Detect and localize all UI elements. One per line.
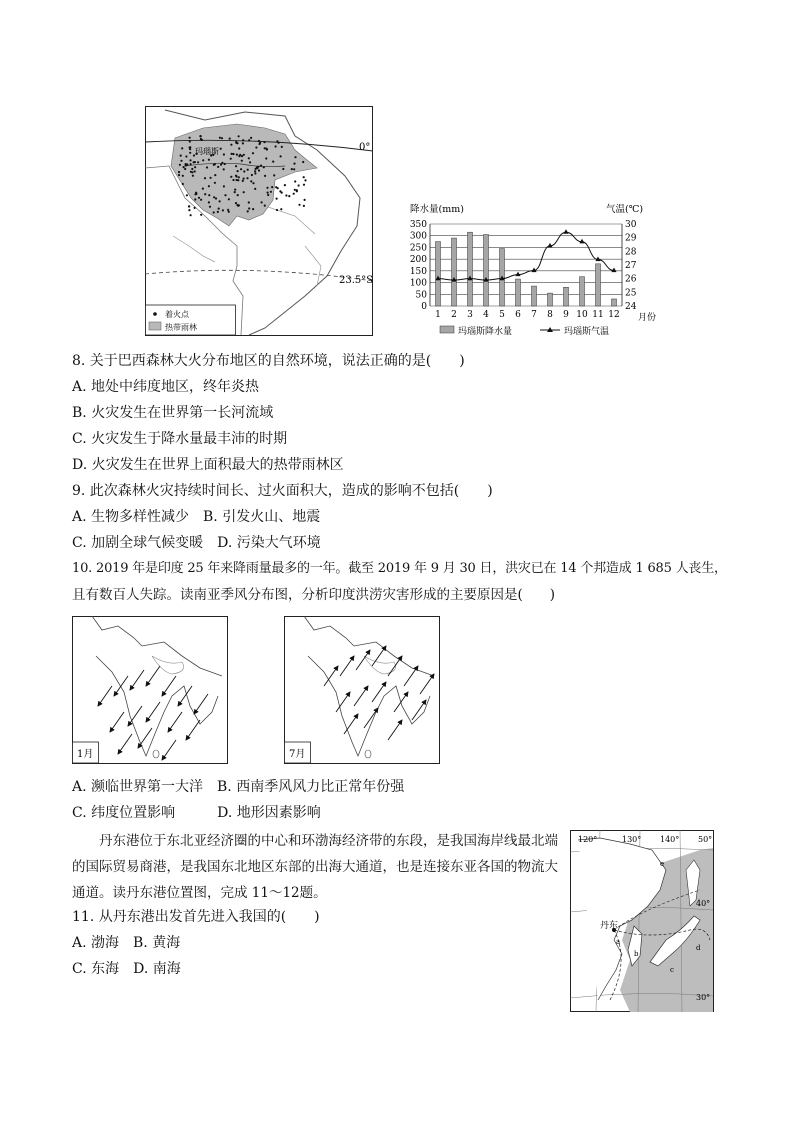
fire-dot [195, 192, 197, 194]
fire-dot [248, 157, 250, 159]
legend-forest-label: 热带雨林 [165, 323, 197, 332]
precip-tick-label: 150 [409, 266, 427, 277]
fire-dot [250, 137, 252, 139]
fire-dot [190, 214, 192, 216]
fire-dot [234, 191, 236, 193]
fire-dot [254, 172, 256, 174]
fire-dot [193, 161, 195, 163]
month-tick-label: 2 [451, 310, 457, 320]
fire-dot [192, 175, 194, 177]
month-tick-label: 7 [531, 310, 537, 320]
fire-dot [238, 135, 240, 137]
fire-dot [288, 195, 290, 197]
fire-dot [248, 207, 250, 209]
fire-dot [242, 139, 244, 141]
month-axis-label: 月份 [638, 313, 657, 323]
fire-dot [284, 184, 286, 186]
month-tick-label: 10 [576, 310, 588, 320]
fire-dot [183, 166, 185, 168]
dandong-location-map [570, 830, 714, 1012]
fire-dot [230, 158, 232, 160]
lat-label-50: 50° [698, 835, 713, 844]
month-tick-label: 4 [483, 310, 489, 320]
fire-dot [235, 142, 237, 144]
fire-dot [258, 143, 260, 145]
fire-dot [302, 161, 304, 163]
precip-legend-swatch-icon [440, 326, 454, 333]
monsoon-map-july [284, 616, 440, 764]
fire-dot [189, 159, 191, 161]
precip-bar [532, 286, 537, 306]
temp-tick-label: 29 [625, 233, 637, 244]
fire-dot [271, 186, 273, 188]
fire-dot [238, 176, 240, 178]
fire-dot [200, 214, 202, 216]
fire-dot [210, 177, 212, 179]
q11-options-row2: C. 东海 D. 南海 [72, 961, 181, 977]
fire-dot [220, 148, 222, 150]
fire-dot [303, 184, 305, 186]
fire-dot [266, 148, 268, 150]
fire-dot [235, 175, 237, 177]
fire-dot [180, 160, 182, 162]
fire-dot [178, 171, 180, 173]
q8-stem: 8. 关于巴西森林大火分布地区的自然环境，说法正确的是( ) [72, 353, 465, 369]
q8-option-c: C. 火灾发生于降水量最丰沛的时期 [72, 431, 288, 447]
fire-dot [206, 166, 208, 168]
precip-tick-label: 100 [409, 278, 427, 289]
temp-tick-label: 30 [625, 220, 637, 230]
temp-tick-label: 26 [625, 274, 637, 285]
fire-dot [232, 153, 234, 155]
fire-dot [258, 169, 260, 171]
fire-dot [264, 147, 266, 149]
fire-dot [198, 197, 200, 199]
fire-dot [285, 194, 287, 196]
fire-dot [222, 209, 224, 211]
lat-label-30: 30° [696, 993, 711, 1002]
month-tick-label: 1 [435, 310, 441, 320]
fire-dot [241, 160, 243, 162]
month-tick-label: 12 [608, 310, 620, 320]
lon-label-120: 120° [578, 835, 598, 844]
fire-dot [209, 206, 211, 208]
fire-dot [189, 152, 191, 154]
month-tick-label: 8 [547, 310, 553, 320]
fire-dot [190, 163, 192, 165]
fire-dot [303, 176, 305, 178]
fire-dot [260, 165, 262, 167]
fire-dot [281, 146, 283, 148]
fire-dot [223, 168, 225, 170]
fire-dot [294, 156, 296, 158]
precip-bar [452, 238, 457, 306]
fire-dot [257, 166, 259, 168]
precip-bar [468, 232, 473, 306]
dandong-intro [72, 828, 558, 906]
q8-option-d: D. 火灾发生在世界上面积最大的热带雨林区 [72, 457, 344, 473]
precip-bar [484, 235, 489, 306]
fire-dot [293, 193, 295, 195]
q10-options-row1: A. 濒临世界第一大洋 B. 西南季风风力比正常年份强 [72, 779, 405, 795]
map-jul-label: 7月 [289, 749, 306, 760]
precip-bar [564, 287, 569, 306]
sea-letter-c: c [670, 966, 674, 974]
fire-dot [276, 198, 278, 200]
temp-tick-label: 24 [625, 302, 637, 312]
lat-label-40: 40° [696, 899, 711, 908]
fire-dot [189, 137, 191, 139]
fire-dot [296, 190, 298, 192]
fire-dot [194, 166, 196, 168]
fire-dot [237, 194, 239, 196]
fire-dot [204, 193, 206, 195]
fire-dot [293, 163, 295, 165]
fire-dot [298, 184, 300, 186]
fire-dot [247, 210, 249, 212]
fire-dot [249, 161, 251, 163]
fire-dot [243, 178, 245, 180]
dandong-label: 丹东 [600, 921, 619, 931]
fire-dot [200, 135, 202, 137]
fire-dot [184, 168, 186, 170]
fire-dot [230, 176, 232, 178]
equator-label: 0° [359, 142, 371, 153]
fire-dot [264, 175, 266, 177]
fire-dot [228, 198, 230, 200]
fire-dot [197, 161, 199, 163]
fire-dot [304, 179, 306, 181]
fire-dot [270, 191, 272, 193]
fire-dot [282, 168, 284, 170]
fire-dot [236, 154, 238, 156]
fire-dot [185, 163, 187, 165]
q8-option-b: B. 火灾发生在世界第一长河流域 [72, 405, 274, 421]
fire-dot [238, 155, 240, 157]
brazil-fire-map [145, 106, 373, 336]
fire-dot [237, 170, 239, 172]
fire-dot [276, 209, 278, 211]
fire-dot [223, 153, 225, 155]
precip-bar [436, 242, 441, 306]
fire-dot [242, 142, 244, 144]
legend-fire-label: 着火点 [165, 310, 189, 319]
manaus-label: 玛瑙斯 [195, 147, 219, 156]
q9-options-row2: C. 加剧全球气候变暖 D. 污染大气环境 [72, 535, 321, 551]
fire-dot [303, 205, 305, 207]
fire-dot [229, 138, 231, 140]
fire-dot [221, 162, 223, 164]
fire-dot [208, 185, 210, 187]
fire-dot [280, 155, 282, 157]
fire-dot [194, 198, 196, 200]
month-tick-label: 3 [467, 310, 473, 320]
precip-bar [612, 299, 617, 306]
fire-dot [265, 157, 267, 159]
fire-dot [241, 155, 243, 157]
fire-dot [231, 153, 233, 155]
fire-dot [280, 208, 282, 210]
fire-dot [273, 174, 275, 176]
fire-dot [202, 188, 204, 190]
fire-dot [214, 174, 216, 176]
fire-dot [252, 208, 254, 210]
temp-axis-title: 气温(℃) [606, 204, 644, 215]
fire-dot [267, 192, 269, 194]
fire-dot [215, 197, 217, 199]
month-tick-label: 9 [563, 310, 569, 320]
fire-dot [186, 194, 188, 196]
fire-dot [179, 164, 181, 166]
fire-dot [272, 161, 274, 163]
fire-dot [243, 170, 245, 172]
fire-dot [263, 141, 265, 143]
monsoon-map-january [72, 616, 228, 764]
fire-dot [266, 187, 268, 189]
precip-tick-label: 350 [409, 220, 427, 230]
fire-dot [200, 199, 202, 201]
fire-dot [267, 194, 269, 196]
temp-tick-label: 27 [625, 261, 637, 271]
fire-dot [293, 168, 295, 170]
precip-tick-label: 200 [409, 255, 427, 266]
fire-dot [191, 168, 193, 170]
fire-dot [291, 168, 293, 170]
fire-dot [250, 180, 252, 182]
sea-letter-e: e [660, 860, 665, 868]
fire-dot [217, 166, 219, 168]
precip-bar [548, 293, 553, 306]
fire-dot [217, 211, 219, 213]
q9-options-row1: A. 生物多样性减少 B. 引发火山、地震 [72, 509, 321, 525]
fire-dot [218, 208, 220, 210]
q8-option-a: A. 地处中纬度地区，终年炎热 [72, 379, 260, 395]
fire-dot [275, 145, 277, 147]
fire-dot [261, 201, 263, 203]
fire-dot [208, 194, 210, 196]
fire-dot [238, 147, 240, 149]
fire-dot [264, 205, 266, 207]
fire-dot [278, 142, 280, 144]
month-tick-label: 6 [515, 310, 521, 320]
fire-dot [224, 163, 226, 165]
precip-legend-label: 玛瑙斯降水量 [458, 327, 513, 337]
fire-dot [219, 200, 221, 202]
dandong-intro-text: 丹东港位于东北亚经济圈的中心和环渤海经济带的东段，是我国海岸线最北端的国际贸易商港，是我国东北地区东部的出海大通道，也是连接东亚各国的物流大通道。读丹东港位置图，完成 11～12题。 [72, 833, 558, 901]
fire-dot [252, 182, 254, 184]
precip-bar [516, 279, 521, 306]
fire-dot [230, 144, 232, 146]
fire-dot [235, 165, 237, 167]
fire-dot [178, 174, 180, 176]
q9-stem: 9. 此次森林火灾持续时间长、过火面积大，造成的影响不包括( ) [72, 483, 493, 499]
fire-dot [228, 211, 230, 213]
temp-legend-label: 玛瑙斯气温 [564, 327, 610, 337]
fire-dot [235, 202, 237, 204]
fire-dot [238, 204, 240, 206]
fire-dot [248, 139, 250, 141]
month-tick-label: 5 [499, 310, 505, 320]
lon-label-140: 140° [660, 835, 680, 844]
fire-dot [275, 186, 277, 188]
rainforest-swatch-icon [149, 322, 161, 330]
fire-dot [188, 205, 190, 207]
fire-dot [182, 175, 184, 177]
fire-dot [213, 211, 215, 213]
fire-dot [213, 196, 215, 198]
sea-letter-d: d [696, 944, 701, 952]
fire-dot [190, 171, 192, 173]
sea-letter-b: b [634, 950, 639, 958]
fire-dot-icon [153, 312, 157, 316]
q11-options-row1: A. 渤海 B. 黄海 [72, 935, 181, 951]
fire-dot [208, 201, 210, 203]
temp-line [438, 232, 614, 280]
precip-tick-label: 0 [421, 302, 427, 312]
fire-dot [208, 159, 210, 161]
fire-dot [247, 169, 249, 171]
fire-dot [194, 170, 196, 172]
precip-tick-label: 300 [409, 231, 427, 242]
fire-dot [180, 155, 182, 157]
sea-letter-a: a [616, 938, 621, 946]
temp-tick-label: 28 [625, 247, 637, 258]
fire-dot [204, 177, 206, 179]
temp-point [515, 272, 520, 277]
fire-dot [255, 146, 257, 148]
fire-dot [224, 194, 226, 196]
fire-dot [294, 180, 296, 182]
fire-dot [232, 179, 234, 181]
fire-dot [227, 209, 229, 211]
precip-bar [596, 264, 601, 306]
fire-dot [188, 209, 190, 211]
fire-dot [294, 189, 296, 191]
manaus-climate-chart [400, 200, 660, 340]
fire-dot [279, 190, 281, 192]
month-tick-label: 11 [592, 310, 604, 320]
q10-options-row2: C. 纬度位置影响 D. 地形因素影响 [72, 805, 321, 821]
fire-dot [246, 177, 248, 179]
fire-dot [254, 188, 256, 190]
fire-dot [263, 166, 265, 168]
fire-dot [251, 174, 253, 176]
precip-bar [580, 277, 585, 306]
temp-point [563, 229, 568, 234]
map-jan-label: 1月 [77, 749, 94, 760]
fire-dot [234, 189, 236, 191]
fire-dot [182, 183, 184, 185]
fire-dot [214, 163, 216, 165]
fire-dot [242, 180, 244, 182]
precip-tick-label: 250 [409, 243, 427, 254]
lon-label-130: 130° [622, 835, 642, 844]
fire-dot [202, 159, 204, 161]
tropic-label: 23.5°S [339, 275, 373, 286]
fire-dot [298, 204, 300, 206]
fire-dot [200, 138, 202, 140]
fire-dot [223, 185, 225, 187]
fire-dot [240, 168, 242, 170]
q11-stem: 11. 从丹东港出发首先进入我国的( ) [72, 909, 320, 925]
fire-dot [181, 147, 183, 149]
fire-dot [236, 179, 238, 181]
fire-dot [252, 152, 254, 154]
temp-tick-label: 25 [625, 288, 637, 299]
fire-dot [219, 137, 221, 139]
fire-dot [214, 182, 216, 184]
fire-dot [221, 137, 223, 139]
q10-stem-line1: 10. 2019 年是印度 25 年来降雨量最多的一年。截至 2019 年 9 月 30 日，洪灾已在 14 个邦造成 1 685 人丧生， [72, 561, 727, 576]
fire-dot [185, 155, 187, 157]
fire-dot [248, 201, 250, 203]
q10-stem-line2: 且有数百人失踪。读南亚季风分布图，分析印度洪涝灾害形成的主要原因是( ) [72, 587, 556, 603]
fire-dot [304, 199, 306, 201]
precip-axis-title: 降水量(mm) [410, 204, 464, 215]
fire-dot [194, 207, 196, 209]
fire-dot [254, 170, 256, 172]
fire-dot [243, 154, 245, 156]
precip-tick-label: 50 [415, 290, 427, 301]
fire-dot [189, 140, 191, 142]
fire-dot [220, 164, 222, 166]
fire-dot [258, 140, 260, 142]
fire-dot [189, 146, 191, 148]
fire-dot [243, 191, 245, 193]
